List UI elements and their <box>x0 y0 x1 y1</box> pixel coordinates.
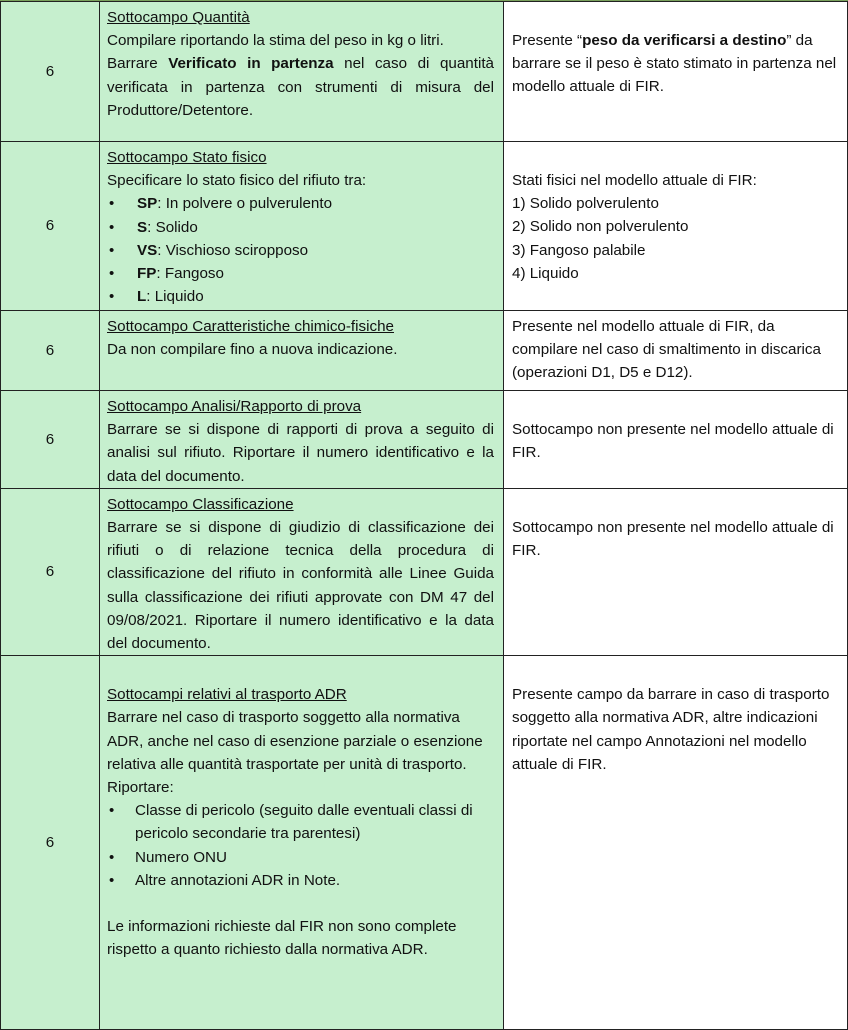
list-item: • S: Solido <box>107 216 494 239</box>
list-item: • Numero ONU <box>107 846 494 869</box>
section-number: 6 <box>1 142 100 311</box>
subfield-title: Sottocampo Stato fisico <box>107 149 267 166</box>
list-item: • Altre annotazioni ADR in Note. <box>107 869 494 892</box>
list-item: 3) Fangoso palabile <box>512 241 646 259</box>
report-label: Riportare: <box>107 779 174 797</box>
subfield-title: Sottocampo Quantità <box>107 9 250 26</box>
field-description <box>100 488 504 655</box>
description-text: Barrare Verificato in partenza nel caso di quantità verificata in partenza con strumenti di misura del Produttore/Detentore. <box>107 55 494 119</box>
list-item: 1) Solido polverulento <box>512 195 659 213</box>
section-number: 6 <box>1 311 100 391</box>
field-description <box>100 311 504 391</box>
description-text: Barrare se si dispone di giudizio di classificazione dei rifiuti o di relazione tecnica della procedura di classificazione del rifiuto in conformità alle Linee Guida sulla classificazione dei rifiuti approvate con DM 47 del 09/08/2021. Riportare il numero identificativo e la data del documento. <box>107 519 494 653</box>
subfield-title: Sottocampo Caratteristiche chimico-fisiche <box>107 318 394 335</box>
list-item: • FP: Fangoso <box>107 262 494 285</box>
closing-text: Le informazioni richieste dal FIR non sono complete rispetto a quanto richiesto dalla normativa ADR. <box>107 918 457 959</box>
table-row <box>1 391 848 489</box>
list-item: 4) Liquido <box>512 264 579 282</box>
list-item: • VS: Vischioso sciropposo <box>107 239 494 262</box>
field-description <box>100 2 504 142</box>
table-row <box>1 488 848 655</box>
current-fir-note: Sottocampo non presente nel modello attuale di FIR. <box>504 488 848 655</box>
current-fir-note: Presente nel modello attuale di FIR, da compilare nel caso di smaltimento in discarica (operazioni D1, D5 e D12). <box>504 311 848 391</box>
section-number: 6 <box>1 488 100 655</box>
physical-state-list <box>107 192 494 308</box>
fir-field-table <box>0 1 848 1030</box>
table-row <box>1 2 848 142</box>
field-description <box>100 391 504 489</box>
current-fir-note: Stati fisici nel modello attuale di FIR: 1) Solido polverulento 2) Solido non polverulento 3) Fangoso palabile 4) Liquido <box>504 142 848 311</box>
list-item: 2) Solido non polverulento <box>512 218 689 236</box>
description-text: Barrare nel caso di trasporto soggetto alla normativa ADR, anche nel caso di esenzione parziale o esenzione relativa alle quantità trasportate per unità di trasporto. <box>107 709 483 773</box>
current-fir-note: Presente “peso da verificarsi a destino” da barrare se il peso è stato stimato in partenza nel modello attuale di FIR. <box>504 2 848 142</box>
current-fir-note: Presente campo da barrare in caso di trasporto soggetto alla normativa ADR, altre indicazioni riportate nel campo Annotazioni nel modello attuale di FIR. <box>504 656 848 1030</box>
list-item: • Classe di pericolo (seguito dalle eventuali classi di pericolo secondarie tra parentesi) <box>107 799 494 845</box>
section-number: 6 <box>1 656 100 1030</box>
description-text: Barrare se si dispone di rapporti di prova a seguito di analisi sul rifiuto. Riportare il numero identificativo e la data del documento. <box>107 421 494 485</box>
adr-list <box>107 799 494 892</box>
table-row <box>1 311 848 391</box>
subfield-title: Sottocampo Analisi/Rapporto di prova <box>107 398 362 415</box>
table-row <box>1 656 848 1030</box>
field-description <box>100 656 504 1030</box>
field-description <box>100 142 504 311</box>
current-fir-note: Sottocampo non presente nel modello attuale di FIR. <box>504 391 848 489</box>
section-number: 6 <box>1 391 100 489</box>
list-item: • SP: In polvere o pulverulento <box>107 192 494 215</box>
section-number: 6 <box>1 2 100 142</box>
subfield-title: Sottocampo Classificazione <box>107 495 294 513</box>
list-item: • L: Liquido <box>107 285 494 308</box>
table-row <box>1 142 848 311</box>
description-text: Compilare riportando la stima del peso in kg o litri. <box>107 32 444 50</box>
description-text: Specificare lo stato fisico del rifiuto tra: <box>107 172 367 190</box>
subfield-title: Sottocampi relativi al trasporto ADR <box>107 686 347 704</box>
description-text: Da non compilare fino a nuova indicazione. <box>107 341 398 359</box>
